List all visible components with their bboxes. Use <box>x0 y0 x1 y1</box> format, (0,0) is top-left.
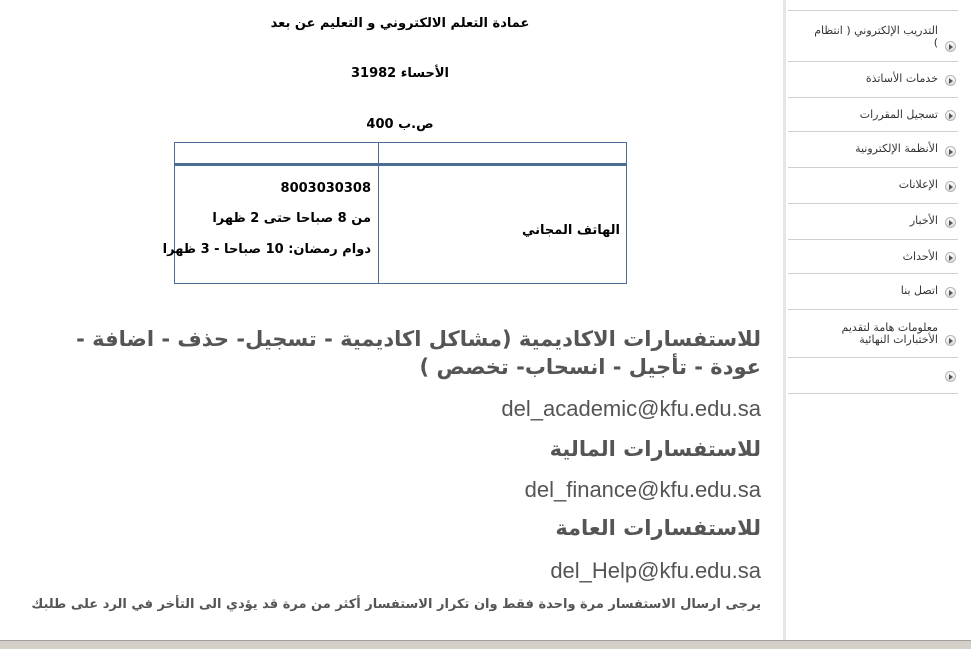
sidebar-item-e-training[interactable] <box>788 10 958 62</box>
arrow-right-circle-icon <box>945 287 956 298</box>
city-postcode: الأحساء 31982 <box>350 66 450 81</box>
finance-inquiries-heading: للاستفسارات المالية <box>549 437 761 461</box>
po-box: ص.ب 400 <box>366 117 434 132</box>
window-bottom-edge <box>0 640 971 649</box>
sidebar-item-empty[interactable] <box>788 358 958 394</box>
sidebar-item-faculty-services[interactable] <box>788 62 958 98</box>
sidebar-item-label: التدريب الإلكتروني ( انتظام ) <box>814 24 938 49</box>
arrow-right-circle-icon <box>945 41 956 52</box>
phone-table-column-divider <box>378 143 379 283</box>
free-phone-label: الهاتف المجاني <box>521 223 620 238</box>
phone-table <box>162 142 627 284</box>
arrow-right-circle-icon <box>945 252 956 263</box>
arrow-right-circle-icon <box>945 181 956 192</box>
sidebar-item-label: خدمات الأساتذة <box>865 72 938 85</box>
arrow-right-circle-icon <box>945 110 956 121</box>
phone-table-header <box>175 143 626 166</box>
finance-email-link[interactable]: del_finance@kfu.edu.sa <box>524 477 761 502</box>
sidebar-item-label: اتصل بنا <box>900 284 938 297</box>
arrow-right-circle-icon <box>945 146 956 157</box>
arrow-right-circle-icon <box>945 371 956 382</box>
sidebar-item-announcements[interactable] <box>788 168 958 204</box>
sidebar-item-label: معلومات هامة لتقديم الأختبارات النهائية <box>841 321 938 346</box>
sidebar-item-final-exams-info[interactable] <box>788 310 958 358</box>
notice-text: يرجى ارسال الاستفسار مرة واحدة فقط وان تكرار الاستفسار أكثر من مرة قد يؤدي الى التأخر في الرد على طلبك <box>31 597 761 612</box>
free-phone-number: 8003030308 <box>280 181 371 196</box>
sidebar-item-news[interactable] <box>788 204 958 240</box>
sidebar-item-events[interactable] <box>788 240 958 274</box>
arrow-right-circle-icon <box>945 75 956 86</box>
sidebar-item-electronic-systems[interactable] <box>788 132 958 168</box>
sidebar-nav <box>786 0 971 640</box>
sidebar-item-contact-us[interactable] <box>788 274 958 310</box>
working-hours: من 8 صباحا حتى 2 ظهرا <box>212 211 371 226</box>
ramadan-hours: دوام رمضان: 10 صباحا - 3 ظهرا <box>162 242 371 257</box>
arrow-right-circle-icon <box>945 335 956 346</box>
sidebar-item-label: الأنظمة الإلكترونية <box>855 142 938 155</box>
arrow-right-circle-icon <box>945 217 956 228</box>
general-email-link[interactable]: del_Help@kfu.edu.sa <box>550 558 761 583</box>
sidebar-item-label: الأحداث <box>902 250 938 263</box>
sidebar-item-label: الإعلانات <box>898 178 938 191</box>
deanship-title: عمادة التعلم الالكتروني و التعليم عن بعد <box>270 16 530 31</box>
general-inquiries-heading: للاستفسارات العامة <box>555 516 761 540</box>
sidebar-item-label: تسجيل المقررات <box>859 108 938 121</box>
sidebar-item-label: الأخبار <box>909 214 938 227</box>
sidebar-item-course-registration[interactable] <box>788 98 958 132</box>
academic-inquiries-heading: للاستفسارات الاكاديمية (مشاكل اكاديمية - تسجيل- حذف - اضافة - عودة - تأجيل - انسحاب- تخصص ) <box>76 327 761 379</box>
academic-email-link[interactable]: del_academic@kfu.edu.sa <box>501 396 761 421</box>
